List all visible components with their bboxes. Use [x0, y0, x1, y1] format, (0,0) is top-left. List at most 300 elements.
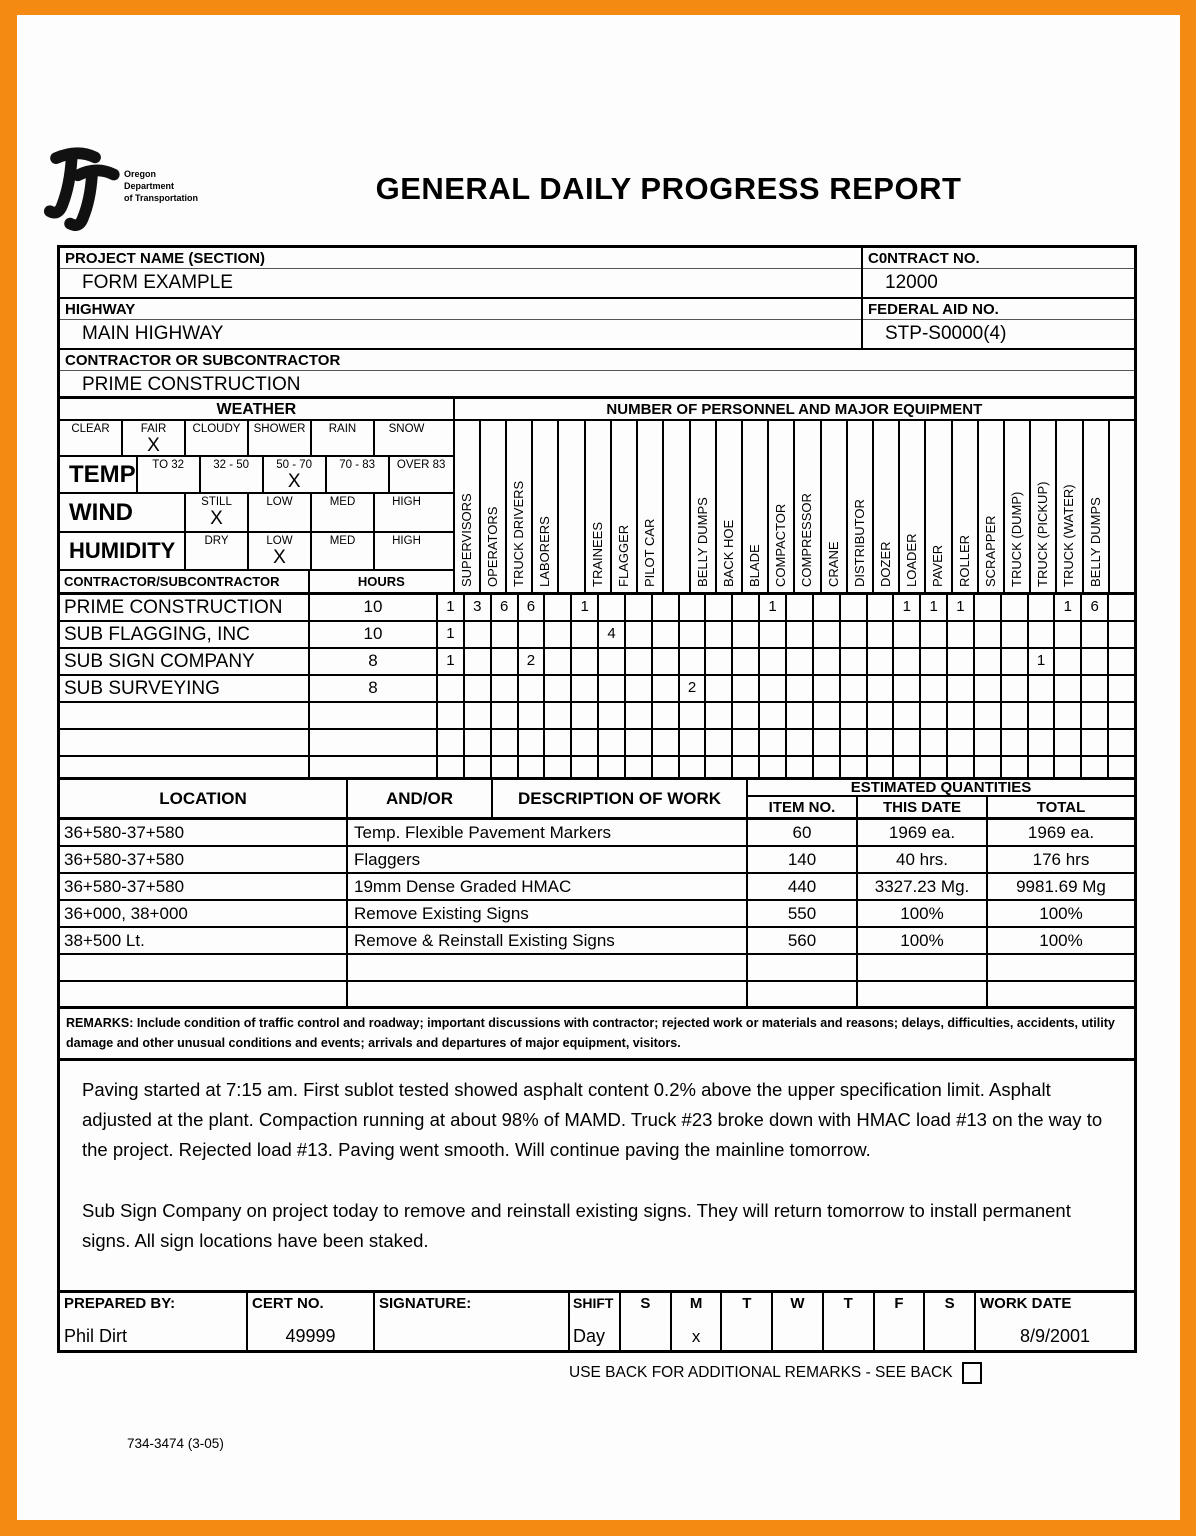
contract-no-cell — [861, 248, 1134, 297]
work-total: 9981.69 Mg — [1016, 877, 1106, 896]
count-cell — [733, 730, 760, 755]
count-cell — [706, 730, 733, 755]
work-location: 36+000, 38+000 — [60, 901, 348, 926]
count-cell — [706, 595, 733, 620]
count-cell — [492, 622, 519, 647]
count-cell — [1002, 730, 1029, 755]
total-header: TOTAL — [1036, 798, 1086, 816]
remarks-text — [57, 1061, 1137, 1293]
count-cell — [706, 703, 733, 728]
weather-option-cell — [375, 421, 438, 455]
count-cell — [868, 757, 895, 777]
personnel-column-label: OPERATORS — [484, 506, 500, 587]
contractor-row — [60, 595, 1134, 622]
weather-option-cell — [201, 457, 264, 492]
work-this-date: 100% — [858, 928, 988, 953]
weather-option-label: 50 - 70 — [276, 459, 313, 471]
weather-option-label: LOW — [266, 496, 293, 508]
count-cell — [868, 649, 895, 674]
work-item-no: 550 — [748, 901, 858, 926]
weather-option-label: CLOUDY — [192, 423, 241, 435]
work-date-value: 8/9/2001 — [1019, 1326, 1091, 1346]
contractor-row — [60, 676, 1134, 703]
count-cell — [1082, 757, 1109, 777]
work-total — [988, 982, 1134, 1006]
personnel-column — [717, 421, 743, 592]
contractor-row — [60, 703, 1134, 730]
highway-value: MAIN HIGHWAY — [82, 323, 224, 344]
work-row — [60, 901, 1134, 928]
prepared-by-cell — [60, 1293, 248, 1350]
weather-option-cell — [123, 421, 186, 455]
count-cell — [814, 730, 841, 755]
count-cell — [572, 730, 599, 755]
count-cell — [680, 703, 707, 728]
count-cell — [868, 730, 895, 755]
contractor-value: PRIME CONSTRUCTION — [82, 374, 301, 395]
count-cell — [948, 676, 975, 701]
personnel-column — [1057, 421, 1083, 592]
weather-conditions-row — [60, 421, 453, 457]
count-cell — [894, 703, 921, 728]
weather-personnel-section — [57, 399, 1137, 595]
personnel-column-label: CRANE — [825, 541, 841, 587]
work-row — [60, 955, 1134, 982]
count-cell — [1002, 757, 1029, 777]
personnel-column-label: COMPRESSOR — [799, 493, 815, 587]
personnel-column — [874, 421, 900, 592]
personnel-column-headers — [455, 421, 1134, 592]
personnel-column-label: TRUCK (DUMP) — [1009, 491, 1025, 587]
count-cell — [680, 595, 707, 620]
count-cell — [921, 622, 948, 647]
count-cell — [599, 757, 626, 777]
count-cell — [519, 676, 546, 701]
weather-row-label: HUMIDITY — [60, 533, 186, 569]
remarks-paragraph: Paving started at 7:15 am. First sublot tested showed asphalt content 0.2% above the upper specification limit. Asphalt adjusted at the plant. Compaction running at about 98% of MAMD. Truck #23 broke down with HMAC load #13 on the way to the project. Rejected load #13. Paving went smooth. Will continue paving the mainline tomorrow. — [82, 1079, 1103, 1160]
contractor-hours — [310, 757, 438, 777]
count-cell: 1 — [894, 595, 921, 620]
logo-text-line: Oregon — [124, 169, 157, 180]
use-back-note — [569, 1362, 1137, 1384]
personnel-column — [953, 421, 979, 592]
count-cell — [680, 757, 707, 777]
count-cell — [680, 649, 707, 674]
cert-no-cell — [248, 1293, 375, 1350]
count-cell: 1 — [438, 649, 465, 674]
count-cell — [465, 622, 492, 647]
weather-option-cell — [249, 533, 312, 569]
count-cell — [1029, 676, 1056, 701]
contractor-name — [60, 703, 310, 728]
info-row — [60, 350, 1134, 396]
count-cell — [1109, 622, 1134, 647]
count-cell — [465, 703, 492, 728]
count-cell — [841, 703, 868, 728]
shift-day-cell — [672, 1293, 723, 1350]
contractor-hours — [310, 703, 438, 728]
weather-title: WEATHER — [60, 399, 453, 421]
contractor-label: CONTRACTOR OR SUBCONTRACTOR — [60, 350, 1134, 371]
weather-option-label: LOW — [266, 535, 293, 547]
weather-option-cell — [138, 457, 201, 492]
count-cell: 1 — [1055, 595, 1082, 620]
personnel-column-label: BACK HOE — [720, 519, 736, 587]
count-cell — [1002, 676, 1029, 701]
contractor-hours — [310, 730, 438, 755]
count-cell — [787, 622, 814, 647]
weather-option-label: OVER 83 — [396, 459, 446, 471]
count-cell — [921, 730, 948, 755]
cert-no-label: CERT NO. — [252, 1295, 324, 1312]
work-location: 36+580-37+580 — [60, 874, 348, 899]
shift-day-cell — [875, 1293, 926, 1350]
work-location: 38+500 Lt. — [60, 928, 348, 953]
personnel-column-label: PILOT CAR — [642, 518, 658, 587]
contractor-hours: 8 — [310, 676, 438, 701]
count-cell — [545, 649, 572, 674]
contract-no-label: C0NTRACT NO. — [863, 248, 1134, 269]
estimated-quantities-header — [748, 780, 1134, 817]
count-cell — [1082, 622, 1109, 647]
weather-option-cell — [375, 533, 438, 569]
personnel-column — [769, 421, 795, 592]
count-cell — [1029, 703, 1056, 728]
count-cell — [1109, 595, 1134, 620]
weather-option-cell — [312, 421, 375, 455]
personnel-column — [743, 421, 769, 592]
count-cell — [1082, 730, 1109, 755]
shift-day-cell — [722, 1293, 773, 1350]
count-cell — [814, 757, 841, 777]
personnel-column — [1110, 421, 1134, 592]
count-cell — [787, 757, 814, 777]
weather-option-label: SNOW — [388, 423, 425, 435]
shift-value: Day — [573, 1326, 606, 1346]
count-cell — [841, 676, 868, 701]
count-cell — [572, 676, 599, 701]
count-cell — [492, 730, 519, 755]
shift-day-label: F — [894, 1295, 904, 1312]
count-cell — [894, 649, 921, 674]
personnel-column-label: TRUCK (WATER) — [1061, 484, 1077, 587]
count-cell — [1002, 649, 1029, 674]
personnel-column — [533, 421, 559, 592]
count-cell — [814, 649, 841, 674]
shift-day-label: S — [944, 1295, 955, 1312]
remarks-instructions: REMARKS: Include condition of traffic control and roadway; important discussions with contractor; rejected work or materials and reasons; delays, difficulties, accidents, utility damage and other unusual conditions and events; arrivals and departures of major equipment, visitors. — [57, 1009, 1137, 1061]
count-cell: 1 — [760, 595, 787, 620]
info-row — [60, 248, 1134, 299]
work-this-date: 3327.23 Mg. — [858, 874, 988, 899]
count-cell — [975, 757, 1002, 777]
footer-section — [57, 1293, 1137, 1353]
count-cell — [519, 757, 546, 777]
highway-label: HIGHWAY — [60, 299, 861, 320]
count-cell — [975, 595, 1002, 620]
count-cell — [572, 622, 599, 647]
personnel-title: NUMBER OF PERSONNEL AND MAJOR EQUIPMENT — [455, 399, 1134, 421]
count-cell — [572, 757, 599, 777]
weather-option-cell — [249, 421, 312, 455]
contractor-row — [60, 757, 1134, 777]
info-row — [60, 299, 1134, 350]
contractor-row — [60, 649, 1134, 676]
contractor-name — [60, 730, 310, 755]
count-cell — [653, 730, 680, 755]
count-cell — [868, 703, 895, 728]
count-cell — [733, 703, 760, 728]
count-cell — [814, 595, 841, 620]
work-item-no — [748, 955, 858, 980]
count-cell — [706, 649, 733, 674]
count-cell — [626, 649, 653, 674]
contractor-name: PRIME CONSTRUCTION — [60, 595, 310, 620]
weather-option-label: SHOWER — [253, 423, 306, 435]
count-cell: 6 — [519, 595, 546, 620]
count-cell — [545, 703, 572, 728]
count-cell — [975, 730, 1002, 755]
count-cell — [706, 676, 733, 701]
count-cell: 1 — [438, 622, 465, 647]
count-cell — [653, 595, 680, 620]
count-cell: 1 — [948, 595, 975, 620]
weather-option-cell — [312, 494, 375, 531]
description-header: DESCRIPTION OF WORK — [493, 780, 748, 817]
count-cell — [706, 757, 733, 777]
contract-no-value: 12000 — [885, 272, 938, 293]
item-no-header: ITEM NO. — [748, 797, 858, 817]
work-total: 100% — [1039, 904, 1083, 923]
project-name-label: PROJECT NAME (SECTION) — [60, 248, 861, 269]
count-cell: 1 — [572, 595, 599, 620]
contractor-name: SUB SURVEYING — [60, 676, 310, 701]
count-cell — [1109, 649, 1134, 674]
weather-option-label: RAIN — [328, 423, 357, 435]
count-cell — [545, 757, 572, 777]
count-cell — [626, 676, 653, 701]
work-description — [348, 982, 748, 1006]
work-item-no: 60 — [748, 820, 858, 845]
weather-humidity-row — [60, 533, 453, 571]
weather-option-label: CLEAR — [71, 423, 110, 435]
count-cell — [1002, 703, 1029, 728]
contractor-rows-section — [57, 595, 1137, 780]
count-cell: 2 — [519, 649, 546, 674]
info-section — [57, 245, 1137, 399]
count-cell — [492, 676, 519, 701]
personnel-column — [612, 421, 638, 592]
count-cell — [626, 730, 653, 755]
count-cell — [545, 622, 572, 647]
personnel-column — [848, 421, 874, 592]
count-cell — [760, 757, 787, 777]
weather-row-label: WIND — [60, 494, 186, 531]
count-cell: 2 — [680, 676, 707, 701]
shift-day-cell — [773, 1293, 824, 1350]
work-rows-section — [57, 820, 1137, 1009]
count-cell — [1109, 703, 1134, 728]
weather-check-mark: X — [147, 435, 160, 456]
work-description: Remove Existing Signs — [348, 901, 748, 926]
count-cell — [465, 730, 492, 755]
count-cell — [1029, 622, 1056, 647]
count-cell — [626, 757, 653, 777]
personnel-column-label: SUPERVISORS — [458, 493, 474, 587]
count-cell — [1109, 676, 1134, 701]
personnel-column-label: TRUCK (PICKUP) — [1035, 481, 1051, 587]
personnel-column — [900, 421, 926, 592]
count-cell — [465, 757, 492, 777]
contractor-name: SUB SIGN COMPANY — [60, 649, 310, 674]
personnel-column-label: TRUCK DRIVERS — [511, 480, 527, 587]
count-cell — [438, 730, 465, 755]
personnel-column — [664, 421, 690, 592]
hours-column-header: HOURS — [357, 574, 405, 589]
personnel-column — [926, 421, 952, 592]
count-cell — [545, 676, 572, 701]
shift-day-cell — [925, 1293, 976, 1350]
count-cell — [599, 676, 626, 701]
work-date-label: WORK DATE — [980, 1295, 1072, 1312]
personnel-column — [586, 421, 612, 592]
personnel-column-label: BELLY DUMPS — [694, 497, 710, 587]
work-item-no: 140 — [748, 847, 858, 872]
work-description: 19mm Dense Graded HMAC — [348, 874, 748, 899]
weather-wind-row — [60, 494, 453, 533]
count-cell — [975, 676, 1002, 701]
project-name-cell — [60, 248, 861, 297]
shift-label: SHIFT — [573, 1295, 614, 1311]
personnel-column-label: SCRAPPER — [982, 515, 998, 587]
count-cell — [894, 676, 921, 701]
work-total: 100% — [1039, 931, 1083, 950]
count-cell — [492, 757, 519, 777]
signature-cell — [375, 1293, 570, 1350]
this-date-header: THIS DATE — [858, 797, 988, 817]
count-cell — [599, 730, 626, 755]
count-cell — [1002, 622, 1029, 647]
count-cell — [545, 730, 572, 755]
count-cell — [921, 649, 948, 674]
personnel-column — [507, 421, 533, 592]
count-cell — [894, 622, 921, 647]
work-date-cell — [976, 1293, 1134, 1350]
contractor-name — [60, 757, 310, 777]
count-cell — [653, 757, 680, 777]
count-cell — [465, 649, 492, 674]
work-row — [60, 820, 1134, 847]
count-cell — [868, 622, 895, 647]
count-cell — [1029, 595, 1056, 620]
work-row — [60, 982, 1134, 1006]
weather-option-label: FAIR — [140, 423, 167, 435]
personnel-table — [455, 399, 1134, 592]
personnel-column-label: FLAGGER — [615, 524, 631, 587]
shift-day-label: W — [790, 1295, 805, 1312]
count-cell — [760, 676, 787, 701]
count-cell — [787, 703, 814, 728]
count-cell — [760, 649, 787, 674]
weather-option-cell — [264, 457, 327, 492]
shift-days — [621, 1293, 976, 1350]
work-total — [988, 955, 1134, 980]
count-cell — [894, 730, 921, 755]
count-cell — [1109, 757, 1134, 777]
personnel-column-label: ROLLER — [956, 534, 972, 587]
count-cell — [1055, 703, 1082, 728]
work-location — [60, 955, 348, 980]
count-cell — [653, 676, 680, 701]
count-cell — [653, 622, 680, 647]
count-cell — [519, 622, 546, 647]
count-cell — [519, 703, 546, 728]
count-cell: 6 — [492, 595, 519, 620]
count-cell — [545, 595, 572, 620]
weather-option-cell — [312, 533, 375, 569]
count-cell — [1055, 649, 1082, 674]
work-item-no — [748, 982, 858, 1006]
weather-option-label: 70 - 83 — [339, 459, 376, 471]
personnel-column — [638, 421, 664, 592]
project-name-value: FORM EXAMPLE — [82, 272, 233, 293]
weather-option-cell — [375, 494, 438, 531]
count-cell — [841, 730, 868, 755]
contractor-hours: 10 — [310, 622, 438, 647]
count-cell — [1055, 730, 1082, 755]
count-cell — [760, 622, 787, 647]
personnel-column — [559, 421, 585, 592]
count-cell — [626, 703, 653, 728]
work-description: Flaggers — [348, 847, 748, 872]
count-cell — [1055, 676, 1082, 701]
shift-day-cell — [824, 1293, 875, 1350]
contractor-row — [60, 622, 1134, 649]
personnel-column — [481, 421, 507, 592]
work-row — [60, 847, 1134, 874]
personnel-column-label: TRAINEES — [589, 521, 605, 587]
count-cell — [921, 703, 948, 728]
personnel-column — [822, 421, 848, 592]
count-cell — [975, 703, 1002, 728]
work-description: Remove & Reinstall Existing Signs — [348, 928, 748, 953]
work-location — [60, 982, 348, 1006]
count-cell: 1 — [1029, 649, 1056, 674]
use-back-text: USE BACK FOR ADDITIONAL REMARKS - SEE BACK — [569, 1364, 953, 1381]
location-header: LOCATION — [60, 780, 348, 817]
work-location: 36+580-37+580 — [60, 847, 348, 872]
count-cell — [948, 622, 975, 647]
count-cell — [948, 757, 975, 777]
weather-option-label: MED — [329, 496, 356, 508]
weather-check-mark: X — [287, 471, 301, 492]
count-cell: 6 — [1082, 595, 1109, 620]
federal-aid-label: FEDERAL AID NO. — [863, 299, 1134, 320]
form-number: 734-3474 (3-05) — [127, 1436, 224, 1451]
weather-option-label: MED — [329, 535, 356, 547]
weather-row-label: TEMP — [60, 457, 138, 492]
report-page — [17, 15, 1180, 1520]
contractor-hours: 10 — [310, 595, 438, 620]
cert-no-value: 49999 — [285, 1326, 336, 1346]
federal-aid-cell — [861, 299, 1134, 348]
count-cell — [868, 595, 895, 620]
highway-cell — [60, 299, 861, 348]
count-cell — [492, 649, 519, 674]
count-cell — [599, 649, 626, 674]
count-cell — [465, 676, 492, 701]
count-cell — [921, 757, 948, 777]
